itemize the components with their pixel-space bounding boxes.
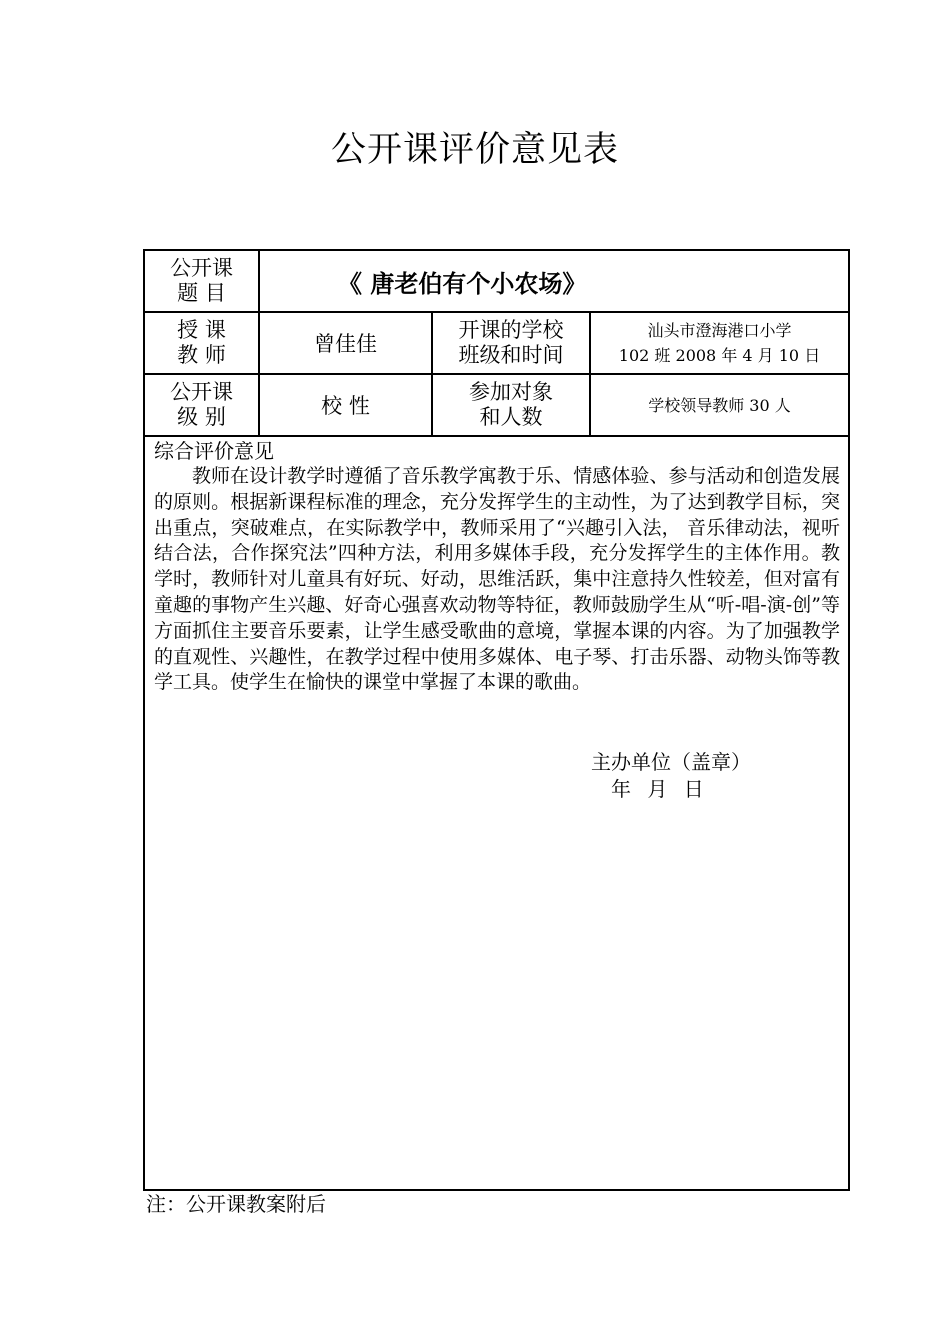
evaluation-body: 教师在设计教学时遵循了音乐教学寓教于乐、情感体验、参与活动和创造发展的原则。根据新课程标准的理念，充分发挥学生的主动性，为了达到教学目标，突出重点，突破难点，在实际教学中，教师采用了“兴趣引入法， 音乐律动法，视听结合法，合作探究法”四种方法，利用多媒体手段，充分发挥学生的主体作用。教学时，教师针对儿童具有好玩、好动，思维活跃，集中注意持久性较差，但对富有童趣的事物产生兴趣、好奇心强喜欢动物等特征，教师鼓励学生从“听-唱-演-创”等方面抓住主要音乐要素，让学生感受歌曲的意境，掌握本课的内容。为了加强教学的直观性、兴趣性，在教学过程中使用多媒体、电子琴、打击乐器、动物头饰等教学工具。使学生在愉快的课堂中掌握了本课的歌曲。 [154, 465, 840, 694]
topic-label-line1: 公开课 [170, 256, 233, 280]
footnote: 注：公开课教案附后 [146, 1192, 326, 1216]
level-label [144, 374, 259, 436]
audience-label-line2: 和人数 [479, 405, 543, 429]
topic-label [144, 250, 259, 312]
school-value [590, 312, 849, 374]
teacher-label [144, 312, 259, 374]
level-label-line1: 公开课 [170, 380, 233, 404]
topic-value: 《 唐老伯有个小农场》 [259, 250, 849, 312]
school-label [432, 312, 590, 374]
school-label-line1: 开课的学校 [458, 318, 564, 342]
school-value-line2: 102 班 2008 年 4 月 10 日 [618, 346, 821, 365]
school-label-line2: 班级和时间 [458, 343, 564, 367]
audience-label-line1: 参加对象 [469, 380, 553, 404]
level-row [144, 374, 849, 436]
teacher-value: 曾佳佳 [259, 312, 432, 374]
topic-label-line2: 题 目 [177, 281, 226, 305]
evaluation-row [144, 436, 849, 1190]
audience-value: 学校领导教师 30 人 [590, 374, 849, 436]
teacher-row [144, 312, 849, 374]
evaluation-cell [144, 436, 849, 1190]
page-title: 公开课评价意见表 [330, 130, 619, 170]
seal-date-line: 年 月 日 [611, 777, 704, 801]
school-value-line1: 汕头市澄海港口小学 [647, 321, 792, 340]
audience-label [432, 374, 590, 436]
teacher-label-line2: 教 师 [177, 343, 226, 367]
evaluation-heading: 综合评价意见 [154, 439, 274, 463]
topic-row [144, 250, 849, 312]
organizer-seal: 主办单位（盖章） [591, 750, 751, 774]
evaluation-form-table [143, 249, 850, 1191]
level-value: 校 性 [259, 374, 432, 436]
teacher-label-line1: 授 课 [177, 318, 226, 342]
level-label-line2: 级 别 [177, 405, 226, 429]
